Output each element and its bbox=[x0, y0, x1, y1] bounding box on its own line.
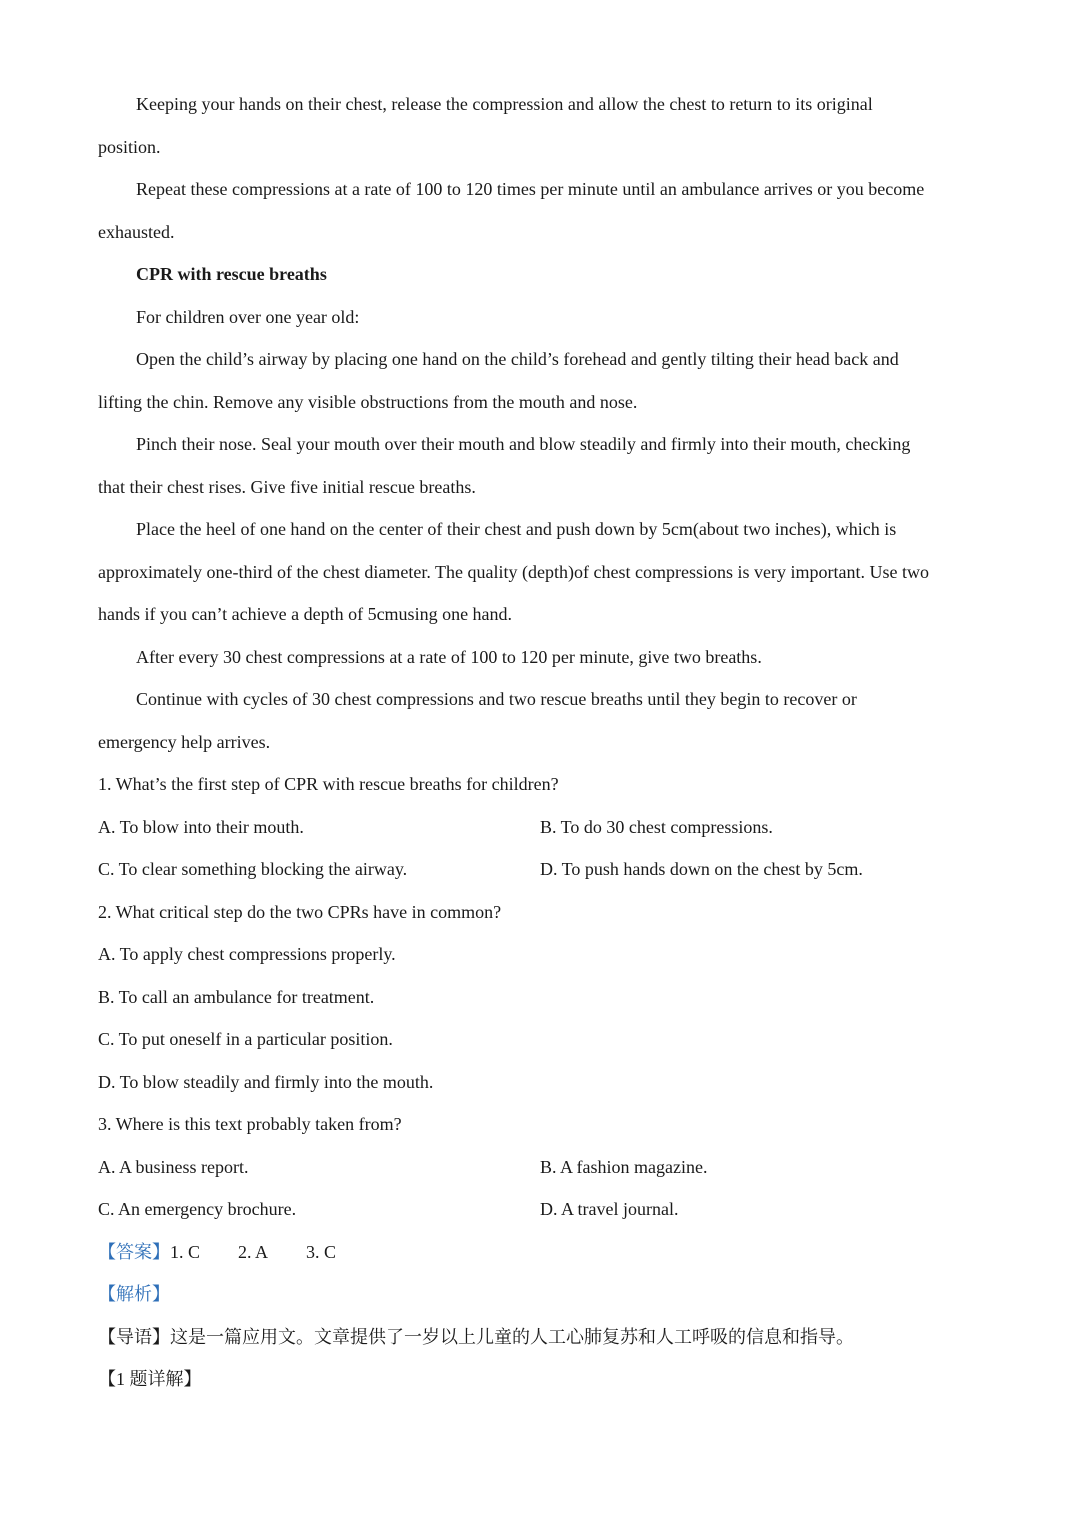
question-3-option-d: D. A travel journal. bbox=[540, 1199, 679, 1219]
document-page bbox=[98, 83, 982, 1401]
passage-line: Repeat these compressions at a rate of 100 to 120 times per minute until an ambulance arrives or you become bbox=[136, 179, 925, 199]
passage-line: hands if you can’t achieve a depth of 5cmusing one hand. bbox=[98, 604, 513, 624]
passage-line: Continue with cycles of 30 chest compressions and two rescue breaths until they begin to recover or bbox=[136, 689, 857, 709]
question-stem-1: 1. What’s the first step of CPR with rescue breaths for children? bbox=[98, 774, 559, 794]
detail-1-label: 【1 题详解】 bbox=[98, 1369, 202, 1389]
passage-line: approximately one-third of the chest diameter. The quality (depth)of chest compressions is very important. Use two bbox=[98, 561, 929, 582]
question-1-option-c: C. To clear something blocking the airway. bbox=[98, 859, 408, 879]
passage-line: Open the child’s airway by placing one hand on the child’s forehead and gently tilting their head back and bbox=[136, 349, 899, 369]
passage-line: Place the heel of one hand on the center of their chest and push down by 5cm(about two inches), which is bbox=[136, 519, 897, 539]
question-3-option-b: B. A fashion magazine. bbox=[540, 1156, 708, 1177]
passage-line: Pinch their nose. Seal your mouth over their mouth and blow steadily and firmly into their mouth, checking bbox=[136, 434, 911, 454]
passage-line: lifting the chin. Remove any visible obstructions from the mouth and nose. bbox=[98, 391, 638, 412]
answer-item-2: 2. A bbox=[238, 1241, 269, 1262]
question-2-option-a: A. To apply chest compressions properly. bbox=[98, 944, 396, 964]
answer-item-3: 3. C bbox=[306, 1241, 337, 1262]
analysis-label: 【解析】 bbox=[98, 1284, 170, 1304]
question-3-option-a: A. A business report. bbox=[98, 1156, 249, 1177]
question-1-options-row-1 bbox=[98, 806, 982, 849]
answer-line bbox=[98, 1231, 982, 1274]
question-1-option-a: A. To blow into their mouth. bbox=[98, 816, 304, 837]
passage-line: exhausted. bbox=[98, 221, 175, 242]
question-2-option-c: C. To put oneself in a particular position. bbox=[98, 1029, 393, 1049]
question-1-option-d: D. To push hands down on the chest by 5cm. bbox=[540, 859, 863, 879]
section-heading: CPR with rescue breaths bbox=[136, 264, 327, 284]
question-3-options-row-2 bbox=[98, 1188, 982, 1231]
question-3-options-row-1 bbox=[98, 1146, 982, 1189]
passage-line: Keeping your hands on their chest, release the compression and allow the chest to return to its original bbox=[136, 94, 873, 114]
passage-line: that their chest rises. Give five initial rescue breaths. bbox=[98, 476, 476, 497]
question-2-option-d: D. To blow steadily and firmly into the mouth. bbox=[98, 1071, 434, 1092]
question-1-option-b: B. To do 30 chest compressions. bbox=[540, 816, 773, 837]
passage-line: After every 30 chest compressions at a rate of 100 to 120 per minute, give two breaths. bbox=[136, 646, 762, 667]
question-stem-3: 3. Where is this text probably taken from? bbox=[98, 1114, 402, 1134]
question-3-option-c: C. An emergency brochure. bbox=[98, 1199, 297, 1219]
question-2-option-b: B. To call an ambulance for treatment. bbox=[98, 986, 375, 1007]
passage-line: For children over one year old: bbox=[136, 306, 360, 327]
question-stem-2: 2. What critical step do the two CPRs have in common? bbox=[98, 901, 502, 922]
passage-line: emergency help arrives. bbox=[98, 731, 271, 752]
passage-line: position. bbox=[98, 136, 161, 157]
intro-text: 【导语】这是一篇应用文。文章提供了一岁以上儿童的人工心肺复苏和人工呼吸的信息和指导。 bbox=[98, 1326, 854, 1347]
question-1-options-row-2 bbox=[98, 848, 982, 891]
answer-item-1: 1. C bbox=[170, 1241, 201, 1262]
answer-label: 【答案】 bbox=[98, 1241, 170, 1262]
